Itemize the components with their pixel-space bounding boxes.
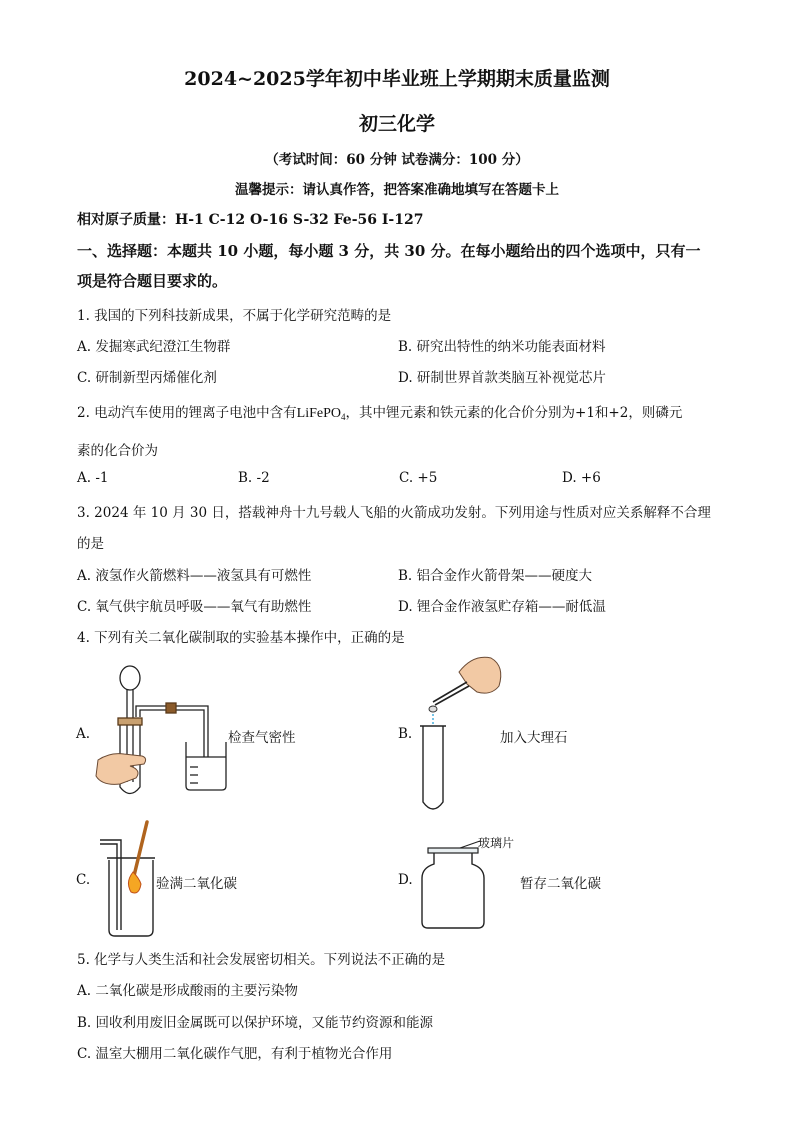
q1-option-b: B. 研究出特性的纳米功能表面材料: [398, 339, 606, 355]
q5-option-a: A. 二氧化碳是形成酸雨的主要污染物: [77, 983, 298, 999]
q2-stem: [77, 401, 682, 422]
q2-formula-main: LiFePO: [296, 406, 342, 421]
q4-option-d-label: 暂存二氧化碳: [520, 876, 601, 892]
airtightness-check-apparatus-icon: [90, 662, 230, 802]
q2-stem-post: ，其中锂元素和铁元素的化合价分别为+1和+2，则磷元: [345, 405, 683, 421]
q2-option-a: A. -1: [77, 470, 109, 486]
subject-title: 初三化学: [358, 113, 435, 135]
q3-option-c: C. 氧气供宇航员呼吸——氧气有助燃性: [77, 599, 312, 615]
co2-full-check-apparatus-icon: [95, 818, 165, 940]
gas-jar-glass-plate-icon: [418, 838, 498, 930]
q1-option-a: A. 发掘寒武纪澄江生物群: [77, 339, 231, 355]
q2-option-c: C. +5: [399, 470, 438, 486]
section-heading-line1: 一、选择题：本题共 10 小题，每小题 3 分，共 30 分。在每小题给出的四个选项中，只有一: [77, 242, 701, 260]
exam-title: 2024~2025学年初中毕业班上学期期末质量监测: [184, 68, 610, 90]
exam-info: （考试时间：60 分钟 试卷满分：100 分）: [265, 152, 529, 168]
q2-option-b: B. -2: [238, 470, 270, 486]
q5-option-b: B. 回收利用废旧金属既可以保护环境，又能节约资源和能源: [77, 1015, 434, 1031]
q3-option-b: B. 铝合金作火箭骨架——硬度大: [398, 568, 593, 584]
q3-option-d: D. 锂合金作液氢贮存箱——耐低温: [398, 599, 606, 615]
q2-stem-pre: 2. 电动汽车使用的锂离子电池中含有: [77, 405, 297, 421]
q2-formula: [297, 406, 346, 421]
section-heading-line2: 项是符合题目要求的。: [77, 272, 228, 290]
q4-option-d-letter: D.: [398, 872, 413, 888]
q4-option-a-letter: A.: [76, 726, 91, 742]
exam-tip: 温馨提示：请认真作答，把答案准确地填写在答题卡上: [235, 182, 559, 198]
q3-stem-line2: 的是: [77, 536, 104, 552]
q4-option-a-label: 检查气密性: [228, 730, 296, 746]
q2-stem-line2: 素的化合价为: [77, 443, 158, 459]
q4-stem: 4. 下列有关二氧化碳制取的实验基本操作中，正确的是: [77, 630, 405, 646]
q4-option-b-letter: B.: [398, 726, 413, 742]
q1-option-c: C. 研制新型丙烯催化剂: [77, 370, 217, 386]
q3-stem: 3. 2024 年 10 月 30 日，搭载神舟十九号载人飞船的火箭成功发射。下列用途与性质对应关系解释不合理: [77, 505, 711, 521]
q2-option-d: D. +6: [562, 470, 601, 486]
glass-plate-label: 玻璃片: [478, 836, 515, 850]
q1-option-d: D. 研制世界首款类脑互补视觉芯片: [398, 370, 606, 386]
adding-marble-apparatus-icon: [415, 652, 505, 817]
q5-option-c: C. 温室大棚用二氧化碳作气肥，有利于植物光合作用: [77, 1046, 393, 1062]
q5-stem: 5. 化学与人类生活和社会发展密切相关。下列说法不正确的是: [77, 952, 446, 968]
q4-option-c-letter: C.: [76, 872, 91, 888]
q3-option-a: A. 液氢作火箭燃料——液氢具有可燃性: [77, 568, 312, 584]
q4-option-b-label: 加入大理石: [500, 730, 568, 746]
q4-option-c-label: 验满二氧化碳: [156, 876, 237, 892]
q1-stem: 1. 我国的下列科技新成果，不属于化学研究范畴的是: [77, 308, 392, 324]
q2-formula-sub: 4: [341, 412, 346, 422]
atomic-mass: 相对原子质量：H-1 C-12 O-16 S-32 Fe-56 I-127: [77, 212, 424, 228]
